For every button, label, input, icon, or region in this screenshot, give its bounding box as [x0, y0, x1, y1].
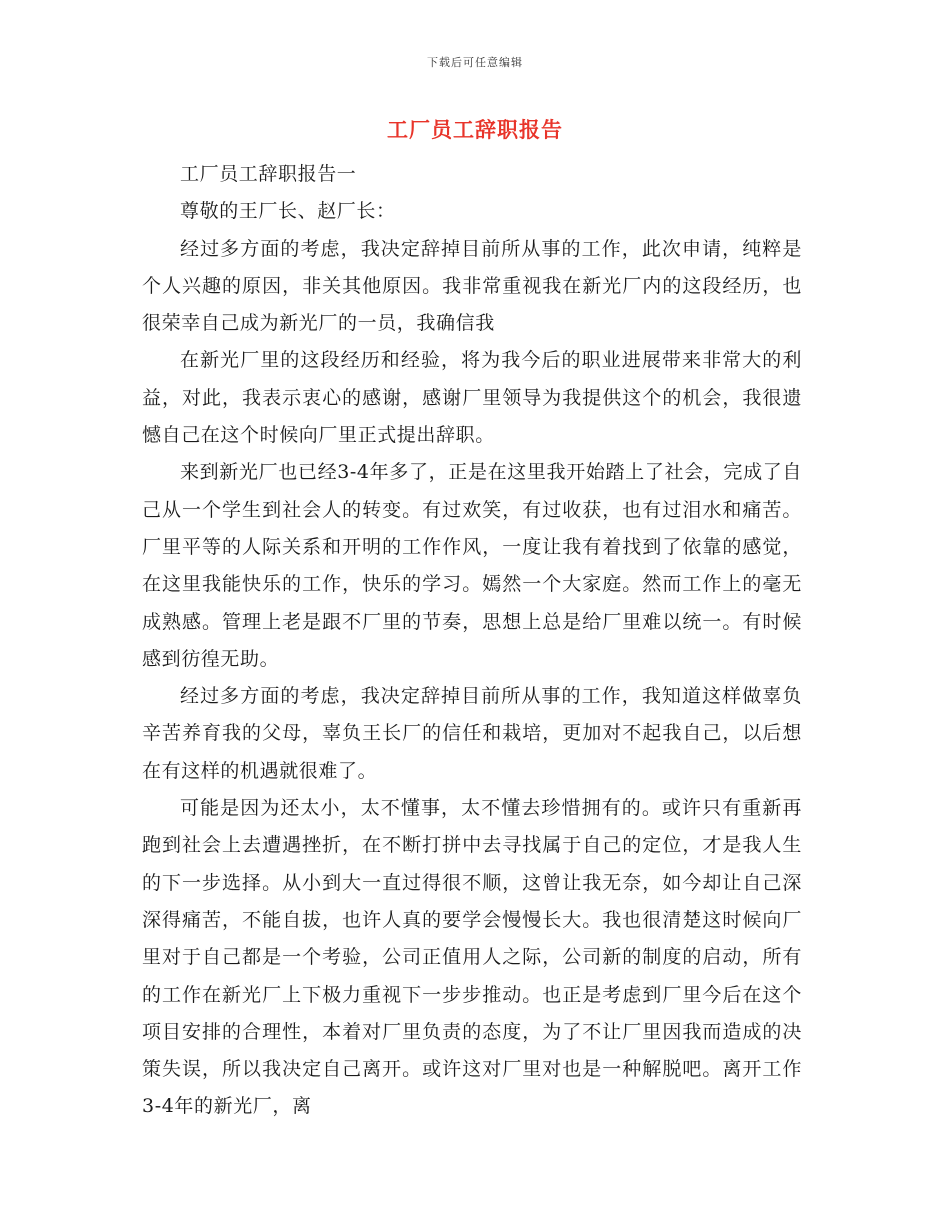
page-header-note: 下载后可任意编辑 — [427, 56, 523, 69]
body-paragraph: 经过多方面的考虑，我决定辞掉目前所从事的工作，此次申请，纯粹是个人兴趣的原因，非关其他原因。我非常重视我在新光厂内的这段经历，也很荣幸自己成为新光厂的一员，我确信我 — [142, 237, 802, 335]
body-paragraph: 可能是因为还太小，太不懂事，太不懂去珍惜拥有的。或许只有重新再跑到社会上去遭遇挫折，在不断打拼中去寻找属于自己的定位，才是我人生的下一步选择。从小到大一直过得很不顺，这曾让我无奈，如今却让自己深深得痛苦，不能自拔，也许人真的要学会慢慢长大。我也很清楚这时候向厂里对于自己都是一个考验，公司正值用人之际，公司新的制度的启动，所有的工作在新光厂上下极力重视下一步步推动。也正是考虑到厂里今后在这个项目安排的合理性，本着对厂里负责的态度，为了不让厂里因我而造成的决策失误，所以我决定自己离开。或许这对厂里对也是一种解脱吧。离开工作3-4年的新光厂，离 — [142, 797, 802, 1118]
body-paragraph: 来到新光厂也已经3-4年多了，正是在这里我开始踏上了社会，完成了自己从一个学生到社会人的转变。有过欢笑，有过收获，也有过泪水和痛苦。厂里平等的人际关系和开明的工作作风，一度让我有着找到了依靠的感觉，在这里我能快乐的工作，快乐的学习。嫣然一个大家庭。然而工作上的毫无成熟感。管理上老是跟不厂里的节奏，思想上总是给厂里难以统一。有时候感到彷徨无助。 — [142, 461, 802, 670]
salutation: 尊敬的王厂长、赵厂长： — [180, 200, 396, 223]
body-paragraph: 在新光厂里的这段经历和经验，将为我今后的职业进展带来非常大的利益，对此，我表示衷心的感谢，感谢厂里领导为我提供这个的机会，我很遗憾自己在这个时候向厂里正式提出辞职。 — [142, 349, 802, 447]
document-title: 工厂员工辞职报告 — [387, 117, 563, 142]
document-body — [142, 156, 802, 1126]
body-paragraph: 经过多方面的考虑，我决定辞掉目前所从事的工作，我知道这样做辜负辛苦养育我的父母，辜负王长厂的信任和栽培，更加对不起我自己，以后想在有这样的机遇就很难了。 — [142, 685, 802, 782]
report-subtitle: 工厂员工辞职报告一 — [180, 163, 357, 185]
